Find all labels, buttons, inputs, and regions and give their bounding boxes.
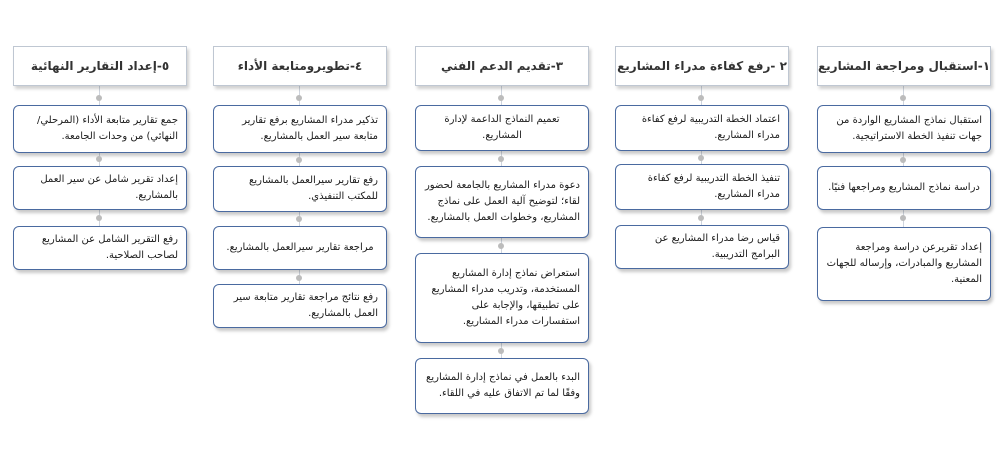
- connector-dot: [498, 156, 504, 162]
- connector-dot: [498, 243, 504, 249]
- connector-dot: [698, 95, 704, 101]
- process-step-box: قياس رضا مدراء المشاريع عن البرامج التدريبية.: [615, 225, 789, 269]
- connector-dot: [96, 215, 102, 221]
- process-step-box: دعوة مدراء المشاريع بالجامعة لحضور لقاء؛ لتوضيح آلية العمل على نماذج المشاريع، وخطوات العمل بالمشاريع.: [415, 166, 589, 238]
- connector-dot: [96, 95, 102, 101]
- connector-dot: [900, 215, 906, 221]
- connector-dot: [498, 348, 504, 354]
- process-step-box: البدء بالعمل في نماذج إدارة المشاريع وفقًا لما تم الاتفاق عليه في اللقاء.: [415, 358, 589, 414]
- process-step-box: استقبال نماذج المشاريع الواردة من جهات تنفيذ الخطة الاستراتيجية.: [817, 105, 991, 153]
- process-step-box: مراجعة تقارير سيرالعمل بالمشاريع.: [213, 226, 387, 270]
- connector-dot: [296, 216, 302, 222]
- connector-dot: [900, 95, 906, 101]
- column-header: ١-استقبال ومراجعة المشاريع: [817, 46, 991, 86]
- connector-dot: [900, 157, 906, 163]
- process-step-box: تذكير مدراء المشاريع برفع تقارير متابعة سير العمل بالمشاريع.: [213, 105, 387, 153]
- process-step-box: تعميم النماذج الداعمة لإدارة المشاريع.: [415, 105, 589, 151]
- process-step-box: رفع تقارير سيرالعمل بالمشاريع للمكتب التنفيذي.: [213, 166, 387, 212]
- process-step-box: رفع نتائج مراجعة تقارير متابعة سير العمل بالمشاريع.: [213, 284, 387, 328]
- connector-dot: [498, 95, 504, 101]
- column-header: ٣-تقديم الدعم الفني: [415, 46, 589, 86]
- process-step-box: إعداد تقرير شامل عن سير العمل بالمشاريع.: [13, 166, 187, 210]
- column-header: ٤-تطويرومتابعة الأداء: [213, 46, 387, 86]
- connector-dot: [296, 275, 302, 281]
- process-step-box: رفع التقرير الشامل عن المشاريع لصاحب الصلاحية.: [13, 226, 187, 270]
- connector-dot: [698, 215, 704, 221]
- process-step-box: تنفيذ الخطة التدريبية لرفع كفاءة مدراء المشاريع.: [615, 164, 789, 210]
- process-step-box: دراسة نماذج المشاريع ومراجعها فنيًا.: [817, 166, 991, 210]
- connector-dot: [96, 156, 102, 162]
- process-step-box: استعراض نماذج إدارة المشاريع المستخدمة، وتدريب مدراء المشاريع على تطبيقها، والإجابة على استفسارات مدراء المشاريع.: [415, 253, 589, 343]
- connector-dot: [296, 95, 302, 101]
- process-step-box: اعتماد الخطة التدريبية لرفع كفاءة مدراء المشاريع.: [615, 105, 789, 151]
- process-step-box: جمع تقارير متابعة الأداء (المرحلي/ النهائي) من وحدات الجامعة.: [13, 105, 187, 153]
- column-header: ٥-إعداد التقارير النهائية: [13, 46, 187, 86]
- column-header: ٢ -رفع كفاءة مدراء المشاريع: [615, 46, 789, 86]
- process-step-box: إعداد تقريرعن دراسة ومراجعة المشاريع والمبادرات، وإرساله للجهات المعنية.: [817, 227, 991, 301]
- connector-dot: [296, 157, 302, 163]
- connector-dot: [698, 155, 704, 161]
